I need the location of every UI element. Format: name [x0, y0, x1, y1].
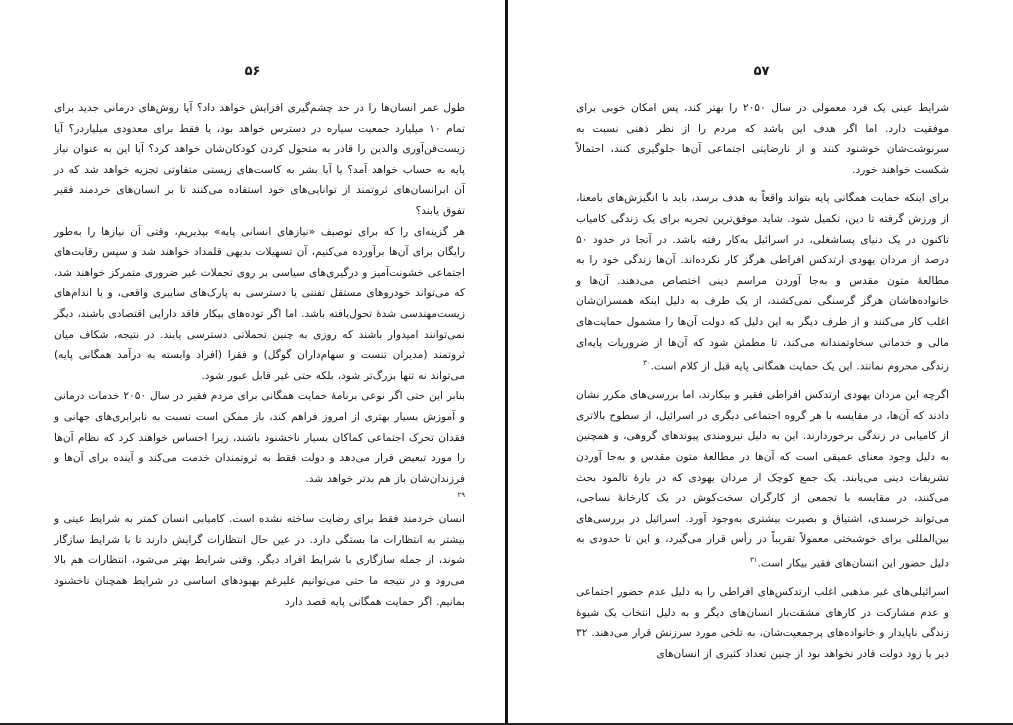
left-paragraph-1: طول عمر انسان‌ها را در حد چشم‌گیری افزایش خواهد داد؟ آیا روش‌های درمانی جدید برای تمام ۱۰ میلیارد جمعیت سیاره در دسترس خواهد بود، یا فقط برای معدودی میلیاردر؟ آیا زیست‌فن‌آوری والدین را قادر به متحول کردن کودکان‌شان خواهد کرد؟ آیا این به عنوان نیاز پایه به حساب خواهد آمد؟ یا آیا بشر به کاست‌های زیستی متفاوتی تجزیه خواهد شد که در آن ابرانسان‌های ثروتمند از توانایی‌های خود استفاده می‌کنند تا بر انسان‌های خردمند فقیر تفوق یابند؟ [54, 102, 466, 217]
right-page-number: ۵۷ [753, 64, 770, 79]
left-paragraph-3 [54, 386, 465, 489]
left-page-body [0, 98, 505, 612]
footnote-marker-30[interactable]: ۳۰ [643, 359, 651, 368]
left-paragraph-4: انسان خردمند فقط برای رضایت ساخته نشده است. کامیابی انسان کمتر به شرایط عینی و بیشتر به انتظارات ما بستگی دارد. در عین حال انتظارات گرایش دارند تا با شرایط سازگار شوند، از جمله سازگاری با شرایط افراد دیگر. وقتی شرایط بهتر می‌شود، انتظارات هم بالا می‌رود و در نتیجه ما حتی می‌توانیم علیرغم بهبودهای اساسی در شرایط همچنان ناخشنود بمانیم. اگر حمایت همگانی پایه قصد دارد [54, 513, 465, 608]
right-paragraph-3-text: اگرچه این مردان یهودی ارتدکس افراطی فقیر و بیکارند، اما بررسی‌های مکرر نشان دادند که آن‌ها، در مقایسه با هر گروه اجتماعی دیگری در اسرائیل، از سطوح بالاتری از کامیابی در زندگی برخوردارند. این به دلیل نیرومندی پیوندهای گروهی، و همچنین به دلیل وجود معنای عمیقی است که آن‌ها در مطالعهٔ متون مقدس و به‌جا آوردن تشریفات دینی می‌یابند. یک جمع کوچک از مردان یهودی که در بارهٔ تالمود بحث می‌کنند، در مقایسه با تجمعی از کارگران سخت‌کوش در یک کارخانهٔ نساجی، می‌تواند خرسندی، اشتیاق و بصیرت بیشتری به‌وجود آورد. اسرائیل در بررسی‌های بین‌المللی برای خوشبختی معمولاً تقریباً در رأس قرار می‌گیرد، و این تا حدودی به دلیل حضور این انسان‌های فقیر بیکار است. [576, 389, 949, 570]
left-paragraph-3-text: بنابر این حتی اگر نوعی برنامهٔ حمایت همگانی برای مردم فقیر در سال ۲۰۵۰ خدمات درمانی و آموزش بسیار بهتری از امروز فراهم کند، باز ممکن است نسبت به نابرابری‌های جهانی و فقدان تحرک اجتماعی کماکان بسیار ناخشنود باشند، زیرا احساس خواهند کرد که نظام آن‌ها را مورد تبعیض قرار می‌دهد و دولت فقط به ثروتمندان خدمت می‌کند و آینده برای آن‌ها و فرزندان‌شان باز هم بدتر خواهد شد. [54, 390, 465, 485]
right-page [510, 0, 1013, 725]
right-paragraph-1: شرایط عینی یک فرد معمولی در سال ۲۰۵۰ را بهتر کند، پس امکان خوبی برای موفقیت دارد. اما اگر هدف این باشد که مردم را از نظر ذهنی نسبت به سرنوشت‌شان خوشنود کنند و از نارضایتی اجتماعی آن‌ها جلوگیری کنند، احتمالاً شکست خواهند خورد. [576, 102, 950, 176]
book-spine [505, 0, 508, 725]
right-paragraph-3 [576, 385, 949, 574]
right-paragraph-2 [576, 188, 949, 377]
left-page-number: ۵۶ [244, 64, 261, 79]
footnote-marker-31[interactable]: ۳۱ [749, 556, 758, 564]
right-page-body [510, 98, 1013, 665]
left-page [0, 0, 505, 725]
left-paragraph-2: هر گزینه‌ای را که برای توصیف «نیازهای انسانی پایه» بپذیریم، وقتی آن نیازها را به‌طور رایگان برای آن‌ها برآورده می‌کنیم، آن تسهیلات بدیهی قلمداد خواهند شد و سپس رقابت‌های اجتماعی خشونت‌آمیز و درگیری‌های سیاسی بر روی تجملات غیر ضروری متمرکز خواهند شد، که می‌تواند خودروهای مستقل تفننی یا دسترسی به پارک‌های سایبری واقعی، و یا اندام‌های زیست‌مهندسی شدهٔ تحول‌یافته باشد. اما اگر توده‌های بیکار فاقد دارایی اقتصادی باشند، دیگر نمی‌توانند امیدوار باشند که روزی به چنین تجملاتی دسترسی یابند. در نتیجه، شکاف میان ثروتمند (مدیران تنست و سهام‌داران گوگل) و فقرا (افراد وابسته به درآمد همگانی پایه) می‌تواند نه تنها بزرگ‌تر شود، بلکه حتی غیر قابل عبور شود. [54, 225, 465, 382]
right-paragraph-4: اسرائیلی‌های غیر مذهبی اغلب ارتدکس‌های افراطی را به دلیل عدم حضور اجتماعی و عدم مشارکت در کارهای مشقت‌بار انسان‌های دیگر و به دلیل انتخاب یک شیوهٔ زندگی ناپایدار و خانواده‌های پرجمعیت‌شان، به تلخی مورد سرزنش قرار می‌دهند. ۳۲ دیر یا زود دولت قادر نخواهد بود از چنین تعداد کثیری از انسان‌های [576, 586, 949, 660]
right-paragraph-2-text: برای اینکه حمایت همگانی پایه بتواند واقعاً به هدف برسد، باید با انگیزش‌های بامعنا، از ورزش گرفته تا دین، تکمیل شود. شاید موفق‌ترین تجربه برای یک زندگی کامیاب تاکنون در یک دنیای پساشغلی، در اسرائیل به‌کار رفته باشد. در آنجا در حدود ۵۰ درصد از مردان یهودی ارتدکس افراطی هرگز کار نکرده‌اند. آن‌ها زندگی خود را به مطالعهٔ متون مقدس و به‌جا آوردن مراسم دینی اختصاص می‌دهند. آن‌ها و خانواده‌هاشان هرگز گرسنگی نمی‌کشند، از یک طرف به دلیل اینکه همسران‌شان اغلب کار می‌کنند و از طرف دیگر به این دلیل که دولت آن‌ها را مشمول حمایت‌های مالی و خدماتی سخاوتمندانه می‌کند، تا مطمئن شود که آن‌ها از ضروریات پایه‌ای زندگی محروم نمانند. این یک حمایت همگانی پایه قبل از کلام است. [576, 192, 949, 373]
left-footnote-reference: ۲۹ [457, 491, 465, 500]
